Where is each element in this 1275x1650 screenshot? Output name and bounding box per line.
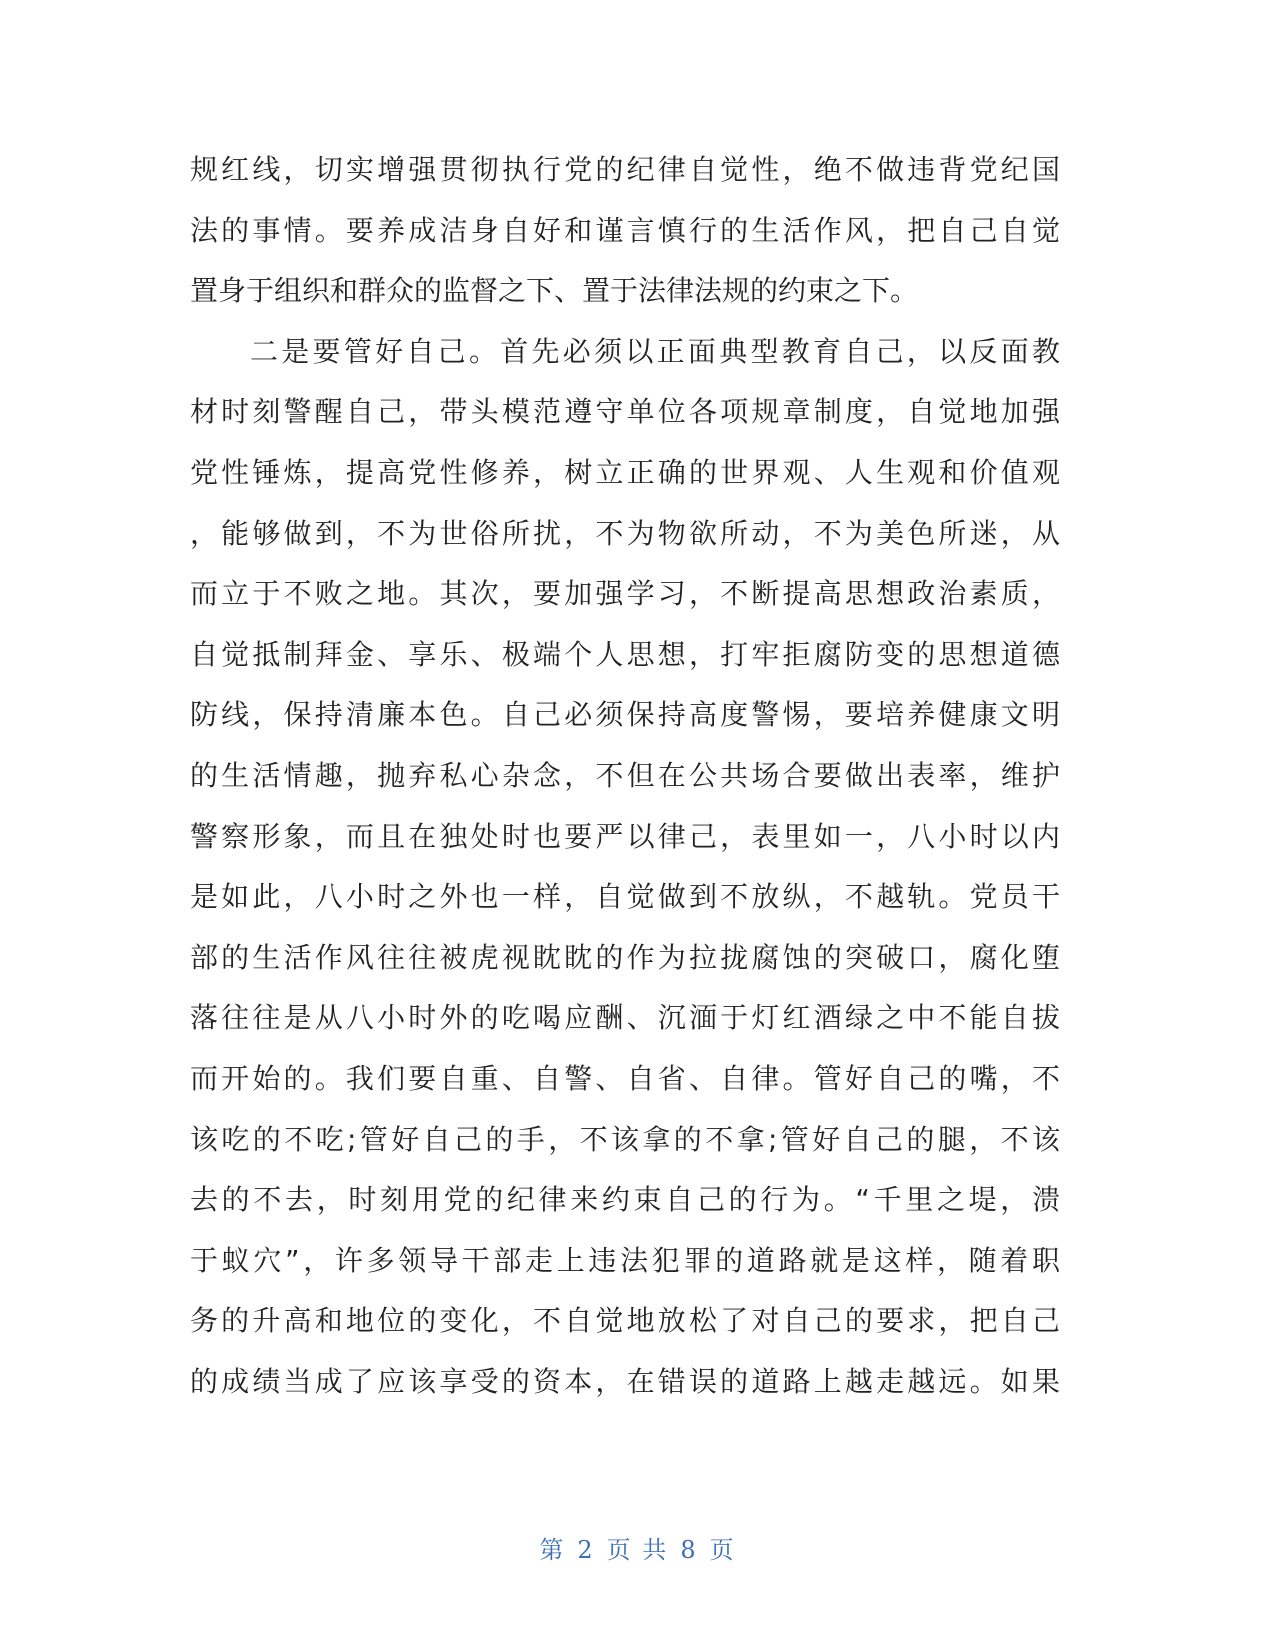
text-line: 材时刻警醒自己，带头模范遵守单位各项规章制度，自觉地加强 bbox=[190, 395, 1060, 429]
page-footer bbox=[0, 1530, 1275, 1565]
footer-prefix: 第 bbox=[539, 1536, 566, 1564]
text-line: 部的生活作风往往被虎视眈眈的作为拉拢腐蚀的突破口，腐化堕 bbox=[190, 940, 1060, 974]
body-text bbox=[190, 140, 1060, 1412]
text-line: 的成绩当成了应该享受的资本，在错误的道路上越走越远。如果 bbox=[190, 1364, 1060, 1398]
text-line: 规红线，切实增强贯彻执行党的纪律自觉性，绝不做违背党纪国 bbox=[190, 153, 1060, 186]
paragraph-first-line: 二是要管好自己。首先必须以正面典型教育自己，以反面教 bbox=[250, 334, 1060, 368]
total-pages-number: 8 bbox=[680, 1536, 698, 1564]
text-line: 防线，保持清廉本色。自己必须保持高度警惕，要培养健康文明 bbox=[190, 698, 1060, 732]
text-line: 务的升高和地位的变化，不自觉地放松了对自己的要求，把自己 bbox=[190, 1304, 1060, 1338]
text-line: 的生活情趣，抛弃私心杂念，不但在公共场合要做出表率，维护 bbox=[190, 758, 1060, 792]
footer-middle: 页 共 bbox=[606, 1536, 669, 1564]
text-line: 自觉抵制拜金、享乐、极端个人思想，打牢拒腐防变的思想道德 bbox=[190, 637, 1060, 671]
text-line: 该吃的不吃;管好自己的手，不该拿的不拿;管好自己的腿，不该 bbox=[190, 1122, 1060, 1156]
text-line: ，能够做到，不为世俗所扰，不为物欲所动，不为美色所迷，从 bbox=[190, 516, 1060, 550]
text-line: 置身于组织和群众的监督之下、置于法律法规的约束之下。 bbox=[190, 274, 919, 308]
text-line: 去的不去，时刻用党的纪律来约束自己的行为。“千里之堤，溃 bbox=[190, 1183, 1060, 1217]
footer-suffix: 页 bbox=[709, 1536, 736, 1564]
current-page-number: 2 bbox=[577, 1536, 595, 1564]
text-line: 是如此，八小时之外也一样，自觉做到不放纵，不越轨。党员干 bbox=[190, 880, 1060, 914]
text-line: 党性锤炼，提高党性修养，树立正确的世界观、人生观和价值观 bbox=[190, 455, 1060, 489]
text-line: 于蚁穴”，许多领导干部走上违法犯罪的道路就是这样，随着职 bbox=[190, 1243, 1060, 1277]
text-line: 落往往是从八小时外的吃喝应酬、沉湎于灯红酒绿之中不能自拔 bbox=[190, 1001, 1060, 1035]
text-line: 而立于不败之地。其次，要加强学习，不断提高思想政治素质， bbox=[190, 577, 1060, 611]
text-line: 法的事情。要养成洁身自好和谨言慎行的生活作风，把自己自觉 bbox=[190, 213, 1060, 247]
text-line: 而开始的。我们要自重、自警、自省、自律。管好自己的嘴，不 bbox=[190, 1061, 1060, 1095]
text-line: 警察形象，而且在独处时也要严以律己，表里如一，八小时以内 bbox=[190, 819, 1060, 853]
